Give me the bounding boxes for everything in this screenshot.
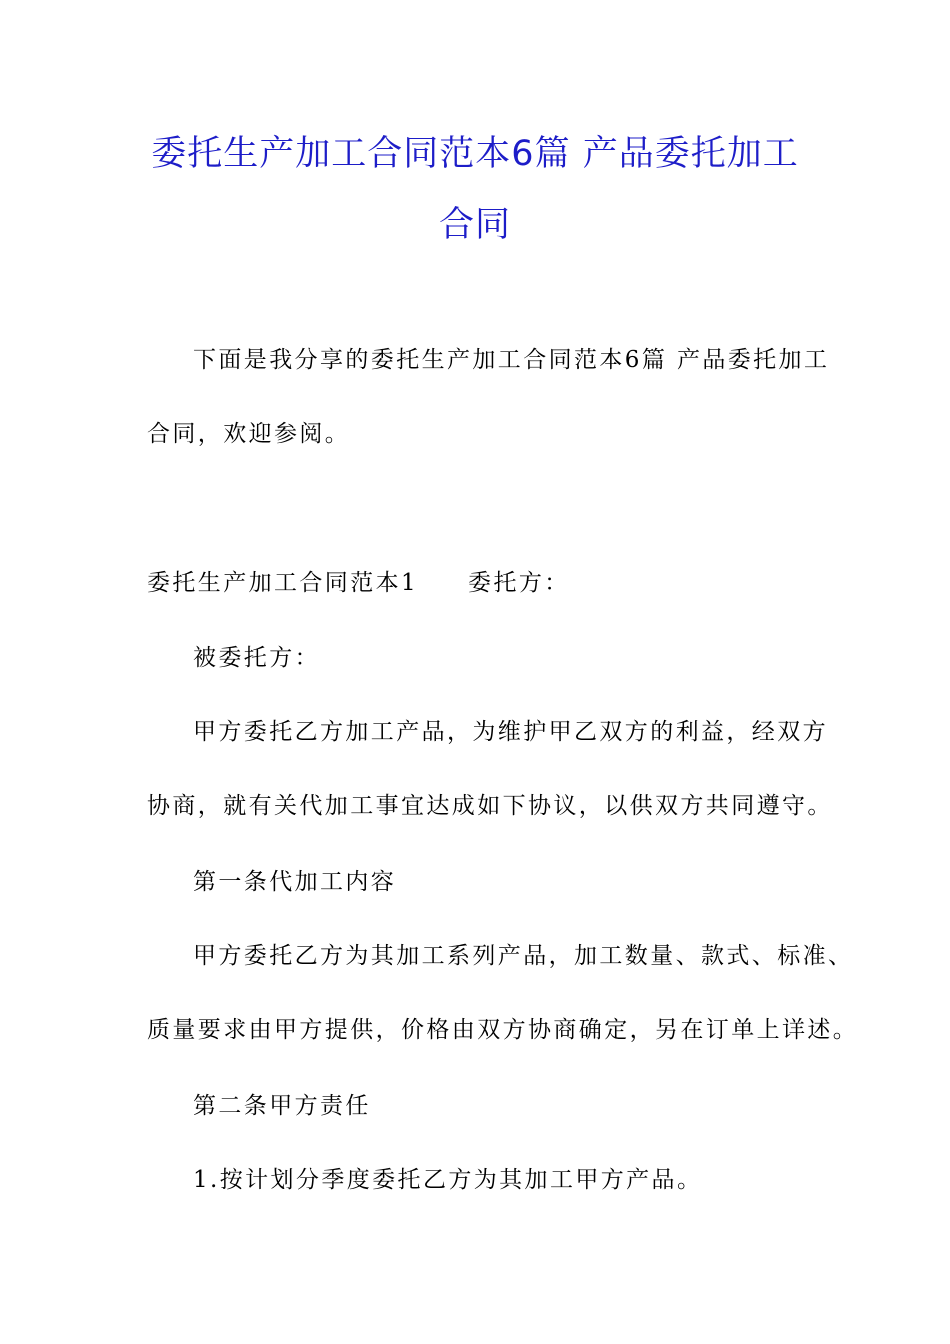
article-1-line-1: 甲方委托乙方为其加工系列产品，加工数量、款式、标准、	[193, 943, 854, 969]
document-title-line-1: 委托生产加工合同范本6篇 产品委托加工	[151, 134, 799, 174]
intro-line-2: 合同，欢迎参阅。	[147, 421, 351, 447]
article-1-line-2: 质量要求由甲方提供，价格由双方协商确定，另在订单上详述。	[147, 1017, 859, 1043]
article-2-heading: 第二条甲方责任	[193, 1093, 371, 1119]
entrusted-party-label: 被委托方：	[193, 645, 320, 671]
article-1-heading: 第一条代加工内容	[193, 869, 397, 895]
document-title-line-2: 合同	[438, 205, 511, 245]
section-heading: 委托生产加工合同范本1	[147, 570, 419, 596]
article-2-item-1: 1.按计划分季度委托乙方为其加工甲方产品。	[193, 1167, 703, 1193]
client-label: 委托方：	[468, 570, 570, 596]
purpose-line-1: 甲方委托乙方加工产品，为维护甲乙双方的利益，经双方	[193, 719, 828, 745]
section-heading-row	[147, 567, 570, 599]
purpose-line-2: 协商，就有关代加工事宜达成如下协议，以供双方共同遵守。	[147, 793, 833, 819]
intro-line-1: 下面是我分享的委托生产加工合同范本6篇 产品委托加工	[193, 347, 830, 373]
